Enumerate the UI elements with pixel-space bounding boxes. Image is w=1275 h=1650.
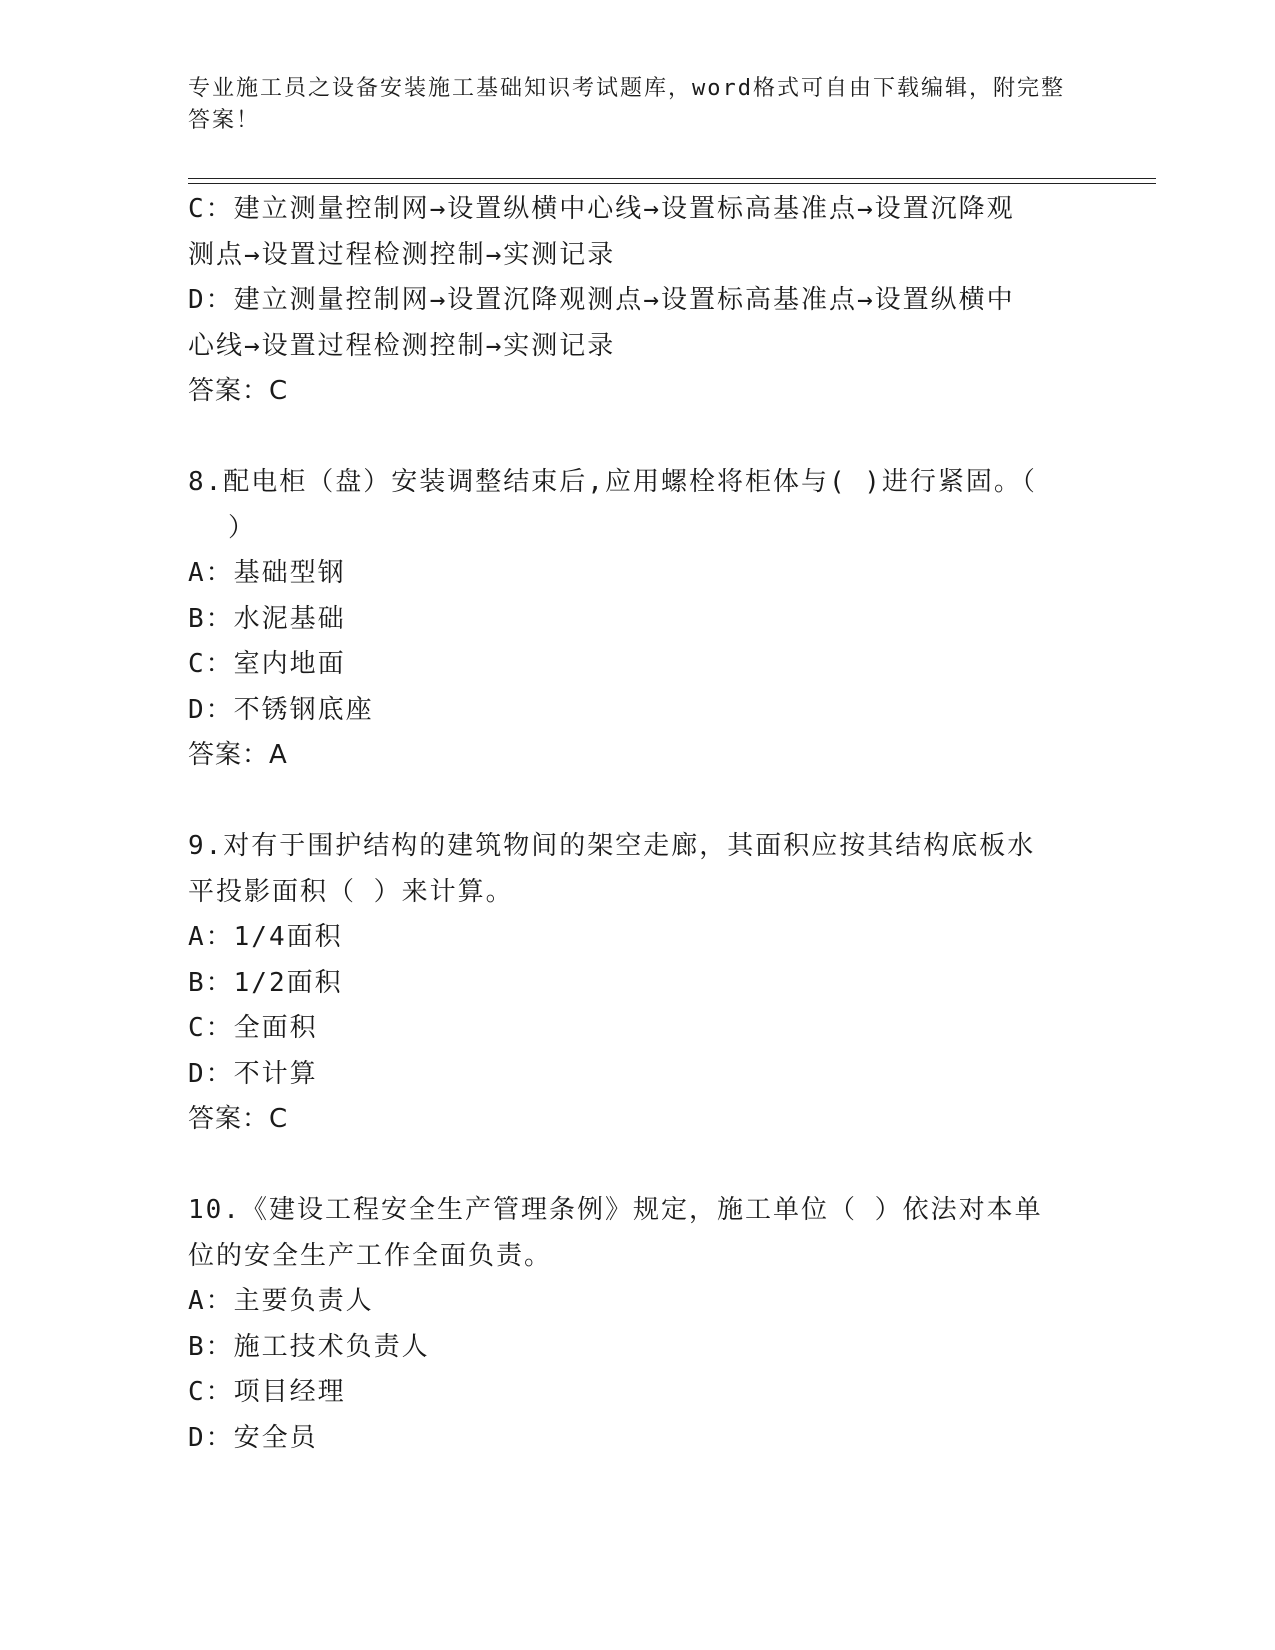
- option-c: C：室内地面: [188, 649, 346, 679]
- option-c-line-1: C：建立测量控制网→设置纵横中心线→设置标高基准点→设置沉降观: [188, 194, 1015, 224]
- question-stem-line-1: 9.对有于围护结构的建筑物间的架空走廊，其面积应按其结构底板水: [188, 831, 1036, 861]
- question-stem-line-2: ）: [228, 512, 257, 543]
- option-c-line-2: 测点→设置过程检测控制→实测记录: [188, 239, 616, 270]
- header-divider-bottom: [188, 183, 1156, 184]
- option-d: D：不锈钢底座: [188, 694, 374, 725]
- answer: 答案：C: [188, 376, 289, 406]
- option-d-line-1: D：建立测量控制网→设置沉降观测点→设置标高基准点→设置纵横中: [188, 285, 1015, 315]
- document-header: [188, 73, 1068, 137]
- question-7: [188, 187, 1088, 415]
- option-d: D：不计算: [188, 1058, 318, 1089]
- spacer: [188, 415, 1088, 461]
- header-title: 专业施工员之设备安装施工基础知识考试题库，word格式可自由下载编辑，附完整答案！: [188, 76, 1065, 133]
- question-stem-line-1: 10.《建设工程安全生产管理条例》规定，施工单位（ ）依法对本单: [188, 1195, 1043, 1225]
- option-d: D：安全员: [188, 1422, 318, 1453]
- answer: 答案：A: [188, 740, 288, 770]
- option-b: B：水泥基础: [188, 603, 346, 634]
- option-d-line-2: 心线→设置过程检测控制→实测记录: [188, 330, 616, 361]
- question-10: [188, 1188, 1088, 1461]
- question-stem-line-2: 位的安全生产工作全面负责。: [188, 1240, 553, 1271]
- option-a: A：基础型钢: [188, 558, 346, 588]
- option-b: B：1/2面积: [188, 967, 343, 998]
- option-a: A：1/4面积: [188, 922, 343, 952]
- question-list: [188, 187, 1088, 1461]
- spacer: [188, 1143, 1088, 1189]
- question-stem-line-1: 8.配电柜（盘）安装调整结束后,应用螺栓将柜体与( )进行紧固。（: [188, 467, 1037, 497]
- question-stem-line-2: 平投影面积（ ）来计算。: [188, 876, 514, 907]
- answer: 答案：C: [188, 1104, 289, 1134]
- spacer: [188, 779, 1088, 825]
- option-c: C：项目经理: [188, 1377, 346, 1407]
- option-c: C：全面积: [188, 1013, 318, 1043]
- question-9: [188, 824, 1088, 1143]
- header-divider-top: [188, 178, 1156, 179]
- option-a: A：主要负责人: [188, 1286, 374, 1316]
- question-8: [188, 460, 1088, 779]
- option-b: B：施工技术负责人: [188, 1331, 430, 1362]
